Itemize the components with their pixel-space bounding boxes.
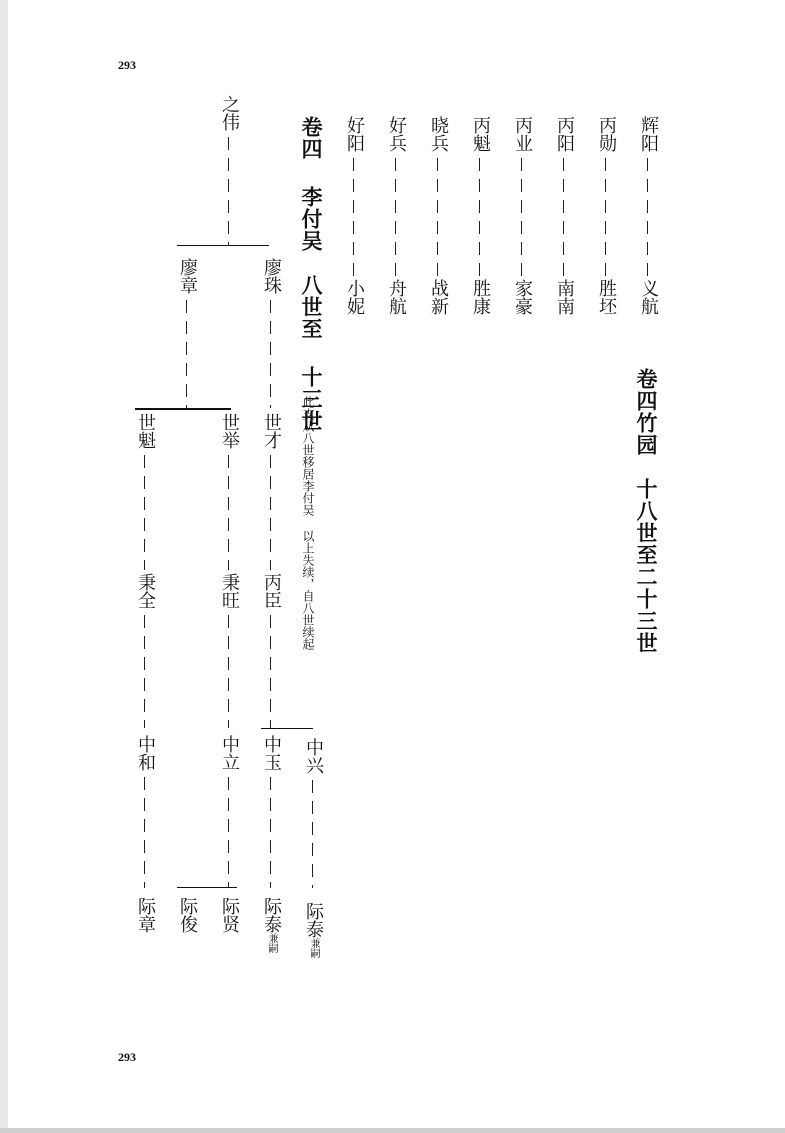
zhuyuan-gen-a-name: 辉阳 — [638, 116, 659, 152]
lineage-dash — [563, 158, 564, 276]
gen13-name: 际俊 — [177, 897, 198, 933]
branch-connector — [177, 887, 237, 888]
zhuyuan-gen-a-name: 丙阳 — [554, 116, 575, 152]
page-number-bottom: 293 — [118, 1050, 136, 1064]
lineage-dash — [228, 777, 229, 888]
lineage-dash — [521, 158, 522, 276]
gen9-name: 廖章 — [177, 258, 198, 294]
lineage-dash — [144, 455, 145, 570]
zhuyuan-gen-b-name: 胜坯 — [596, 279, 617, 315]
lifuwu-section-title: 卷四 李付吴 八世至 十三世 — [299, 116, 324, 432]
zhuyuan-gen-b-name: 家豪 — [512, 279, 533, 315]
zhuyuan-section-title: 卷四竹园 十八世至二十三世 — [634, 368, 659, 654]
zhuyuan-gen-a-name: 丙勋 — [596, 116, 617, 152]
page-gutter — [0, 0, 8, 1133]
zhuyuan-gen-b-name: 小妮 — [344, 279, 365, 315]
zhuyuan-gen-a-name: 丙魁 — [470, 116, 491, 152]
branch-connector — [261, 728, 313, 729]
zhuyuan-gen-b-name: 胜康 — [470, 279, 491, 315]
gen10-name: 世举 — [219, 413, 240, 449]
gen12-name: 中兴 — [303, 738, 324, 774]
gen10-name: 世魁 — [135, 413, 156, 449]
branch-connector — [135, 408, 231, 410]
page-bottom-band — [0, 1128, 785, 1133]
gen9-name: 廖珠 — [261, 258, 282, 294]
gen13-entry — [261, 897, 281, 953]
lineage-dash — [605, 158, 606, 276]
lineage-dash — [437, 158, 438, 276]
gen13-name: 际贤 — [219, 897, 240, 933]
gen12-name: 中和 — [135, 735, 156, 771]
gen13-name: 际章 — [135, 897, 156, 933]
page-number-top: 293 — [118, 58, 136, 72]
zhuyuan-gen-b-name: 舟航 — [386, 279, 407, 315]
gen11-name: 丙臣 — [261, 573, 282, 609]
zhuyuan-gen-a-name: 晓兵 — [428, 116, 449, 152]
lineage-dash — [647, 158, 648, 276]
zhuyuan-gen-b-name: 南南 — [554, 279, 575, 315]
lineage-dash — [312, 780, 313, 888]
branch-connector — [177, 245, 269, 246]
lifuwu-section-note: 此支从八世移居李付吴 以上失续，自八世续起 — [301, 396, 315, 650]
lineage-dash — [228, 455, 229, 570]
lineage-dash — [353, 158, 354, 276]
lineage-dash — [144, 615, 145, 728]
lineage-dash — [270, 455, 271, 570]
zhuyuan-gen-b-name: 义航 — [638, 279, 659, 315]
lineage-dash — [228, 137, 229, 245]
gen13-suffix: 兼嗣 — [308, 938, 319, 958]
zhuyuan-gen-a-name: 好兵 — [386, 116, 407, 152]
root-ancestor-name: 之伟 — [219, 95, 240, 131]
gen11-name: 秉旺 — [219, 573, 240, 609]
lineage-dash — [228, 615, 229, 728]
gen13-entry — [303, 902, 323, 958]
gen12-name: 中立 — [219, 735, 240, 771]
lineage-dash — [395, 158, 396, 276]
zhuyuan-gen-a-name: 好阳 — [344, 116, 365, 152]
gen12-name: 中玉 — [261, 735, 282, 771]
gen11-name: 秉全 — [135, 573, 156, 609]
lineage-dash — [270, 615, 271, 728]
lineage-dash — [479, 158, 480, 276]
gen13-suffix: 兼嗣 — [266, 933, 277, 953]
gen10-name: 世才 — [261, 413, 282, 449]
lineage-dash — [270, 777, 271, 888]
document-page — [8, 0, 785, 1133]
lineage-dash — [186, 300, 187, 408]
zhuyuan-gen-a-name: 丙业 — [512, 116, 533, 152]
gen13-name: 际泰 — [261, 897, 282, 933]
lineage-dash — [144, 777, 145, 888]
gen13-name: 际泰 — [303, 902, 324, 938]
zhuyuan-gen-b-name: 战新 — [428, 279, 449, 315]
lineage-dash — [270, 300, 271, 408]
